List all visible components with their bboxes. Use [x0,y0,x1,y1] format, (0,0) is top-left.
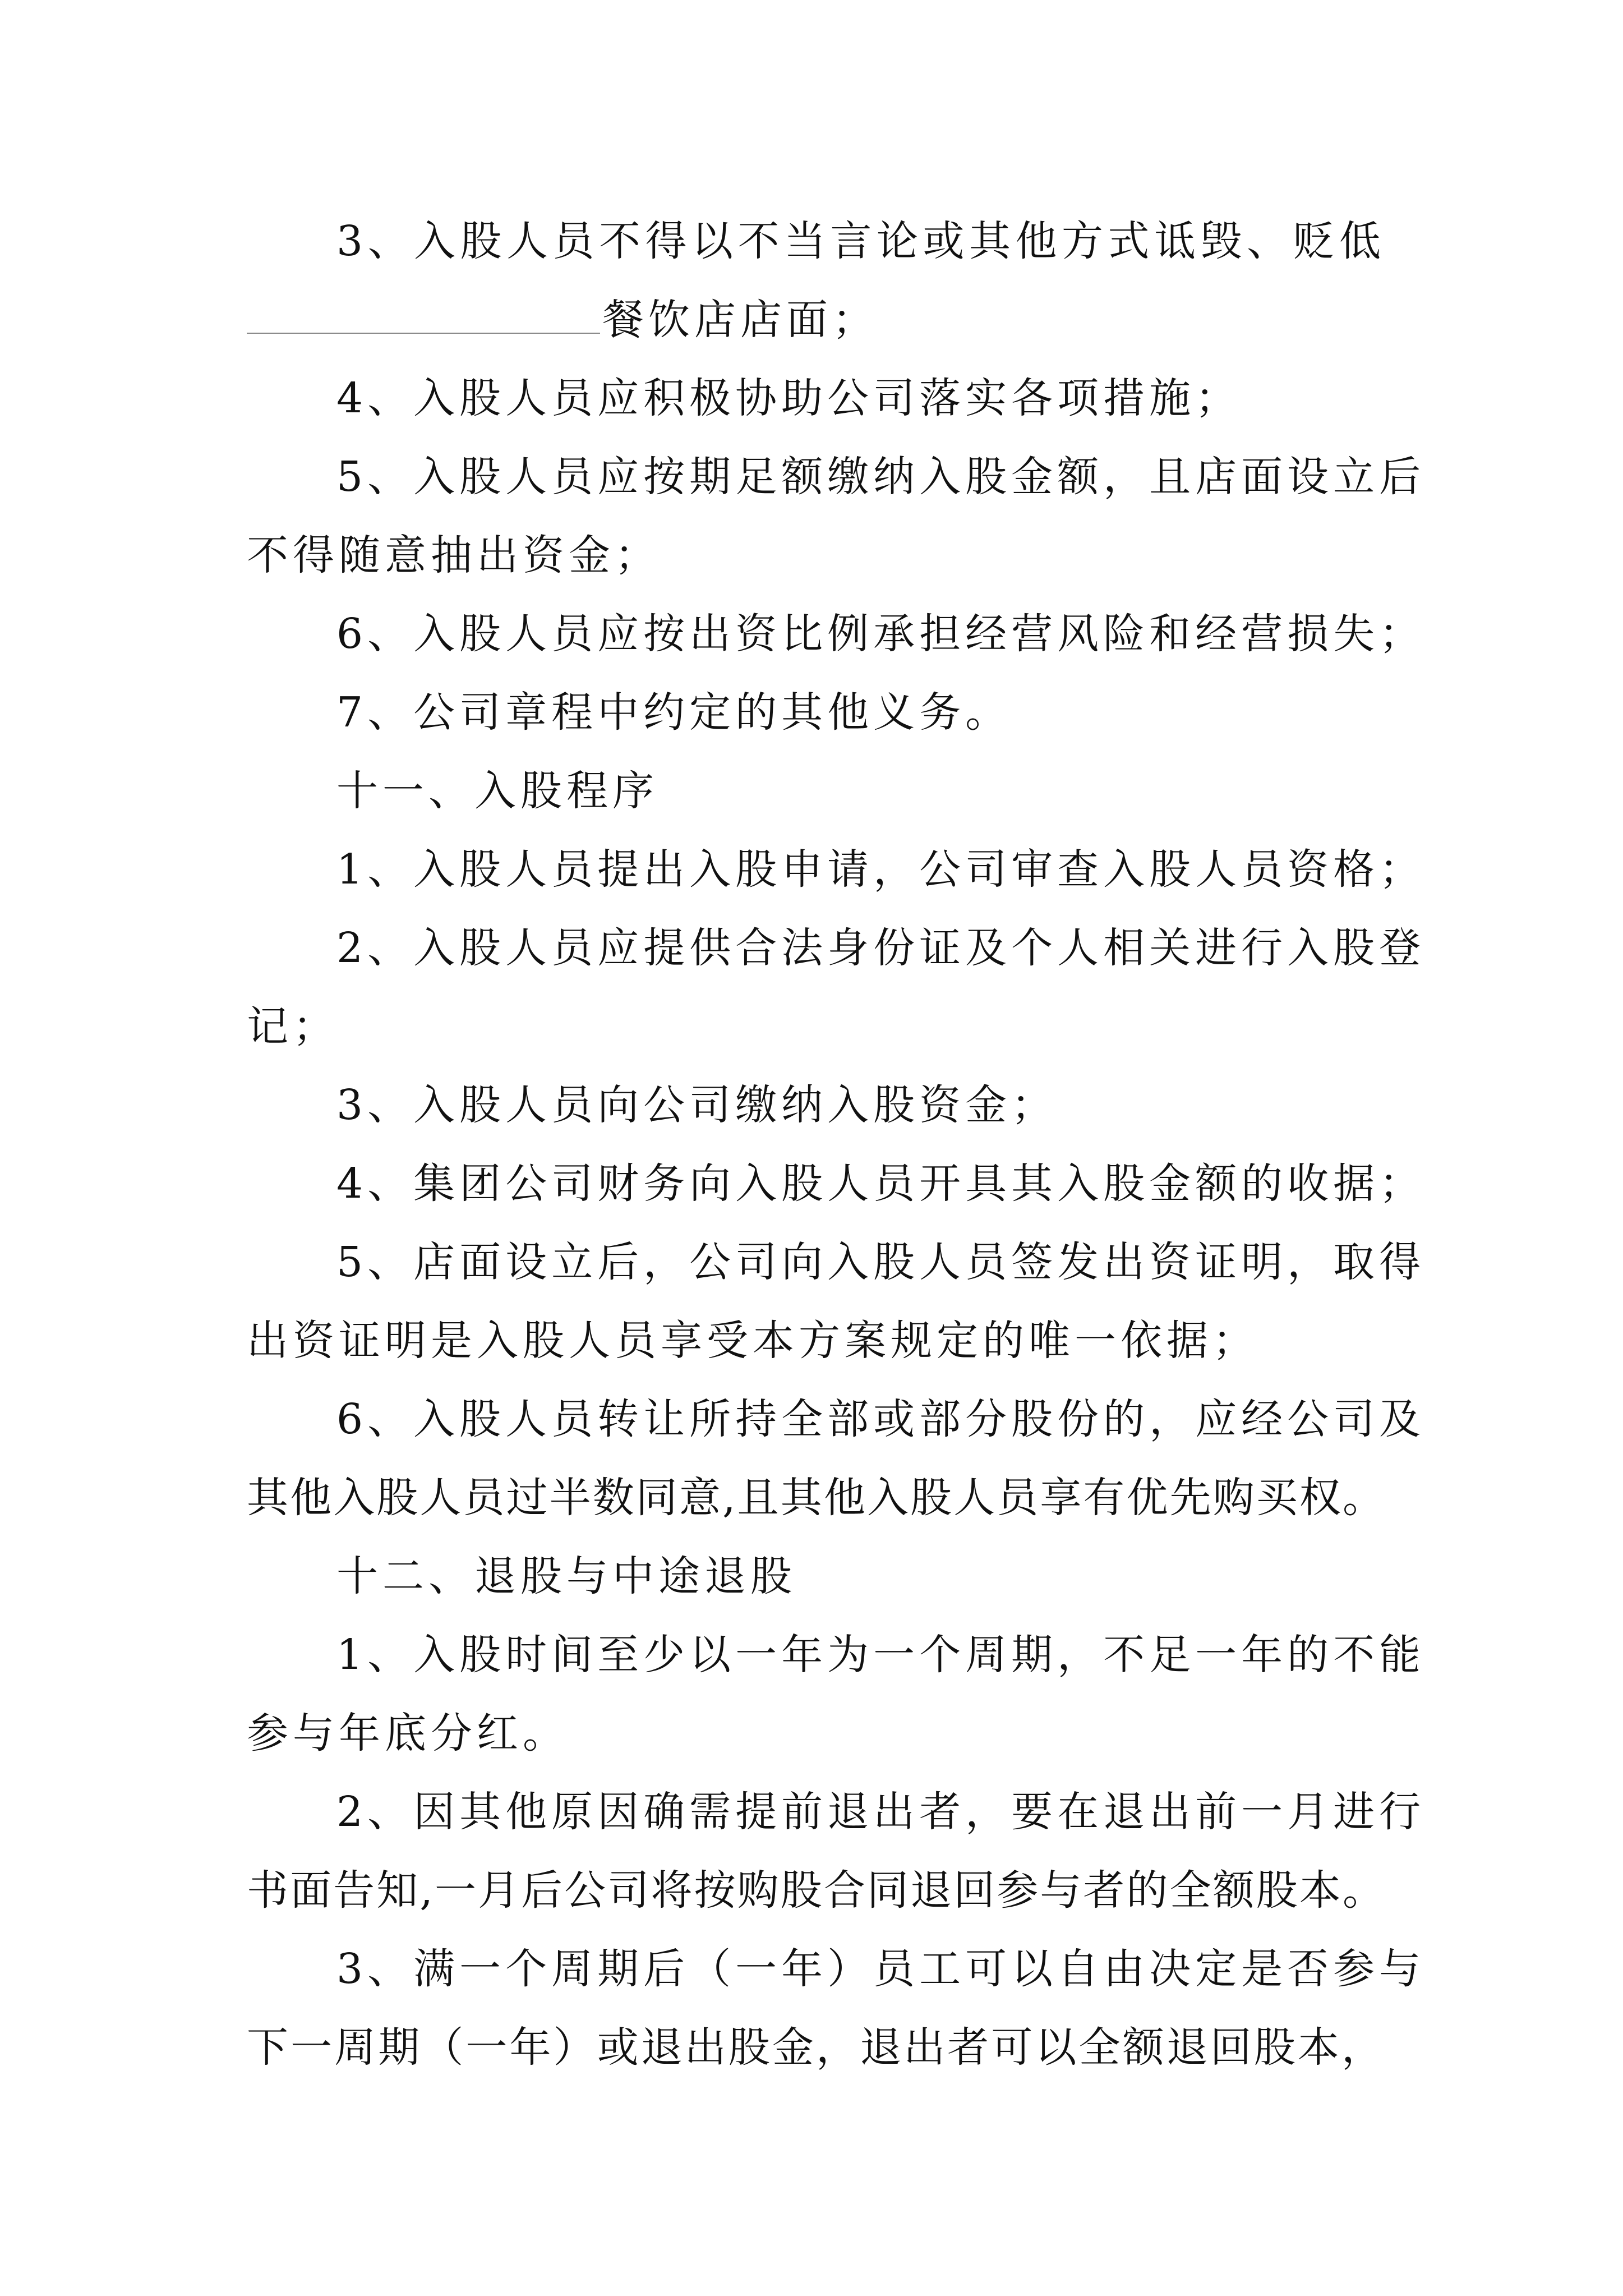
paragraph-line: 其他入股人员过半数同意,且其他入股人员享有优先购买权。 [247,1474,1385,1522]
fill-in-blank [247,293,600,334]
paragraph-line: 2、入股人员应提供合法身份证及个人相关进行入股登 [336,924,1426,972]
paragraph-line: 4、集团公司财务向入股人员开具其入股金额的收据； [336,1159,1426,1208]
paragraph-line: 2、因其他原因确需提前退出者，要在退出前一月进行 [336,1788,1426,1836]
paragraph-line: 3、满一个周期后（一年）员工可以自由决定是否参与 [336,1945,1426,1993]
paragraph-line: 参与年底分红。 [247,1709,569,1757]
paragraph-line: 3、入股人员不得以不当言论或其他方式诋毁、贬低 [336,217,1385,265]
paragraph-line: 7、公司章程中约定的其他义务。 [336,688,1012,737]
section-heading: 十二、退股与中途退股 [336,1552,796,1600]
paragraph-line: 5、店面设立后，公司向入股人员签发出资证明，取得 [336,1238,1426,1286]
paragraph-line: 3、入股人员向公司缴纳入股资金； [336,1081,1058,1129]
paragraph-line: 1、入股时间至少以一年为一个周期，不足一年的不能 [336,1631,1426,1679]
paragraph-line: 6、入股人员转让所持全部或部分股份的，应经公司及 [336,1395,1426,1443]
line-text: 餐饮店店面； [602,296,878,344]
paragraph-line: 5、入股人员应按期足额缴纳入股金额，且店面设立后 [336,453,1426,501]
paragraph-line: 书面告知,一月后公司将按购股合同退回参与者的全额股本。 [247,1866,1385,1915]
paragraph-line: 4、入股人员应积极协助公司落实各项措施； [336,374,1242,422]
paragraph-line: 不得随意抽出资金； [247,531,661,579]
paragraph-line: 出资证明是入股人员享受本方案规定的唯一依据； [247,1317,1258,1365]
paragraph-line: 下一周期（一年）或退出股金，退出者可以全额退回股本， [247,2023,1385,2072]
paragraph-line: 记； [247,1002,339,1051]
paragraph-line [247,280,1385,359]
paragraph-line: 6、入股人员应按出资比例承担经营风险和经营损失； [336,610,1426,658]
section-heading: 十一、入股程序 [336,767,658,815]
paragraph-line: 1、入股人员提出入股申请，公司审查入股人员资格； [336,845,1426,894]
